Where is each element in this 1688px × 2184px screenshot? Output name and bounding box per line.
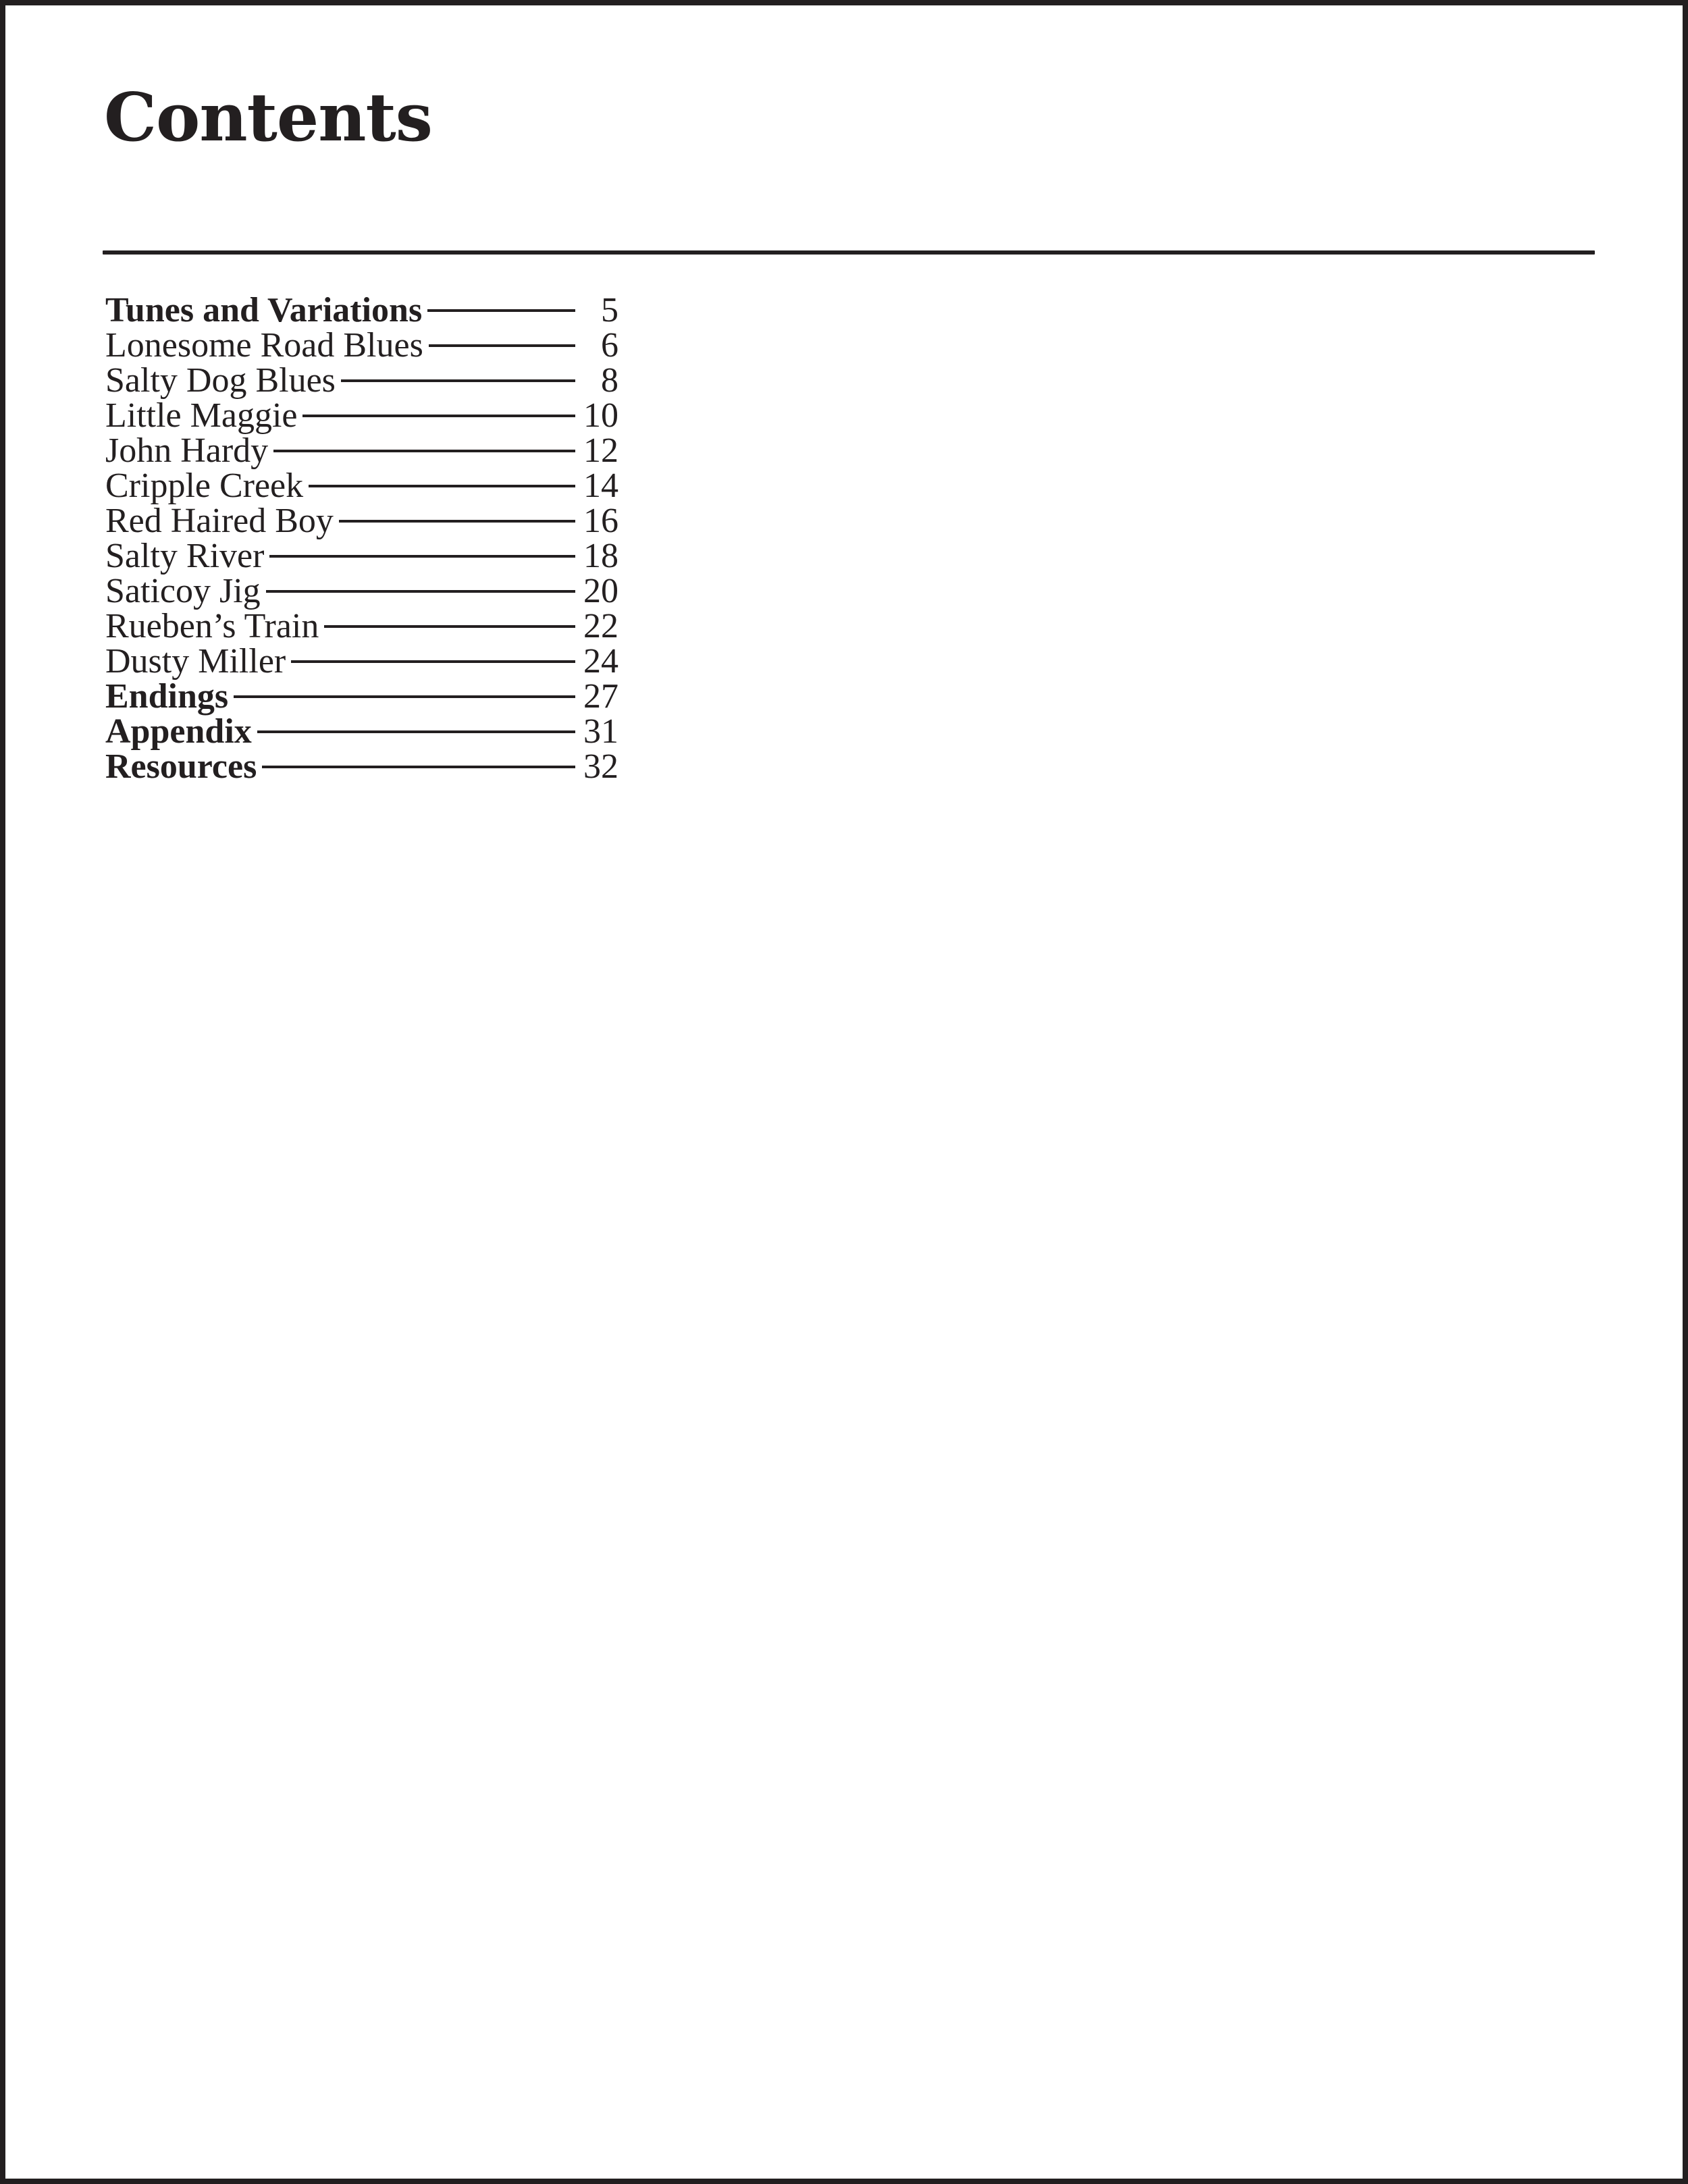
toc-entry-page: 16: [583, 502, 618, 540]
toc-entry-label: Dusty Miller: [105, 642, 286, 681]
toc-entry[interactable]: [105, 363, 618, 398]
toc-entry[interactable]: [105, 293, 618, 328]
toc-entry-page: 32: [583, 747, 618, 786]
toc-entry-label: Resources: [105, 747, 257, 786]
title-divider: [103, 250, 1595, 255]
toc-entry[interactable]: [105, 469, 618, 504]
toc-entry-page: 24: [583, 642, 618, 681]
toc-entry[interactable]: [105, 609, 618, 644]
toc-entry-label: Tunes and Variations: [105, 291, 423, 329]
toc-entry-label: Red Haired Boy: [105, 502, 334, 540]
toc-entry-page: 20: [583, 572, 618, 610]
toc-entry-page: 5: [601, 291, 618, 329]
toc-leader-line: [309, 485, 575, 487]
toc-entry[interactable]: [105, 714, 618, 749]
toc-leader-line: [324, 625, 575, 628]
toc-leader-line: [257, 730, 575, 733]
toc-entry-page: 12: [583, 431, 618, 470]
toc-entry-page: 14: [583, 467, 618, 505]
table-of-contents: [105, 293, 618, 784]
toc-leader-line: [427, 309, 575, 312]
toc-leader-line: [429, 344, 575, 347]
toc-leader-line: [262, 766, 575, 768]
toc-entry[interactable]: [105, 539, 618, 574]
toc-leader-line: [266, 590, 575, 593]
toc-entry[interactable]: [105, 574, 618, 609]
toc-entry[interactable]: [105, 749, 618, 784]
toc-entry-page: 18: [583, 537, 618, 575]
toc-entry-label: Saticoy Jig: [105, 572, 261, 610]
toc-leader-line: [302, 415, 575, 417]
toc-entry-label: Salty Dog Blues: [105, 361, 336, 400]
toc-entry[interactable]: [105, 328, 618, 363]
toc-leader-line: [269, 555, 575, 558]
toc-leader-line: [341, 379, 575, 382]
toc-entry-label: Endings: [105, 677, 229, 716]
toc-entry-page: 27: [583, 677, 618, 716]
toc-entry-label: Salty River: [105, 537, 265, 575]
toc-leader-line: [273, 450, 575, 452]
toc-entry[interactable]: [105, 644, 618, 679]
toc-entry-label: Little Maggie: [105, 396, 298, 435]
toc-entry[interactable]: [105, 398, 618, 433]
page-title: Contents: [104, 79, 432, 157]
toc-entry-label: Cripple Creek: [105, 467, 304, 505]
toc-entry-label: Rueben’s Train: [105, 607, 319, 645]
toc-entry[interactable]: [105, 679, 618, 714]
toc-entry-page: 8: [601, 361, 618, 400]
toc-entry[interactable]: [105, 433, 618, 469]
toc-entry-page: 31: [583, 712, 618, 751]
toc-entry[interactable]: [105, 504, 618, 539]
toc-leader-line: [339, 520, 575, 523]
toc-entry-page: 6: [601, 326, 618, 365]
toc-entry-page: 22: [583, 607, 618, 645]
toc-leader-line: [234, 695, 575, 698]
toc-entry-label: Appendix: [105, 712, 252, 751]
toc-entry-page: 10: [583, 396, 618, 435]
toc-leader-line: [291, 660, 575, 663]
toc-entry-label: Lonesome Road Blues: [105, 326, 423, 365]
toc-entry-label: John Hardy: [105, 431, 269, 470]
